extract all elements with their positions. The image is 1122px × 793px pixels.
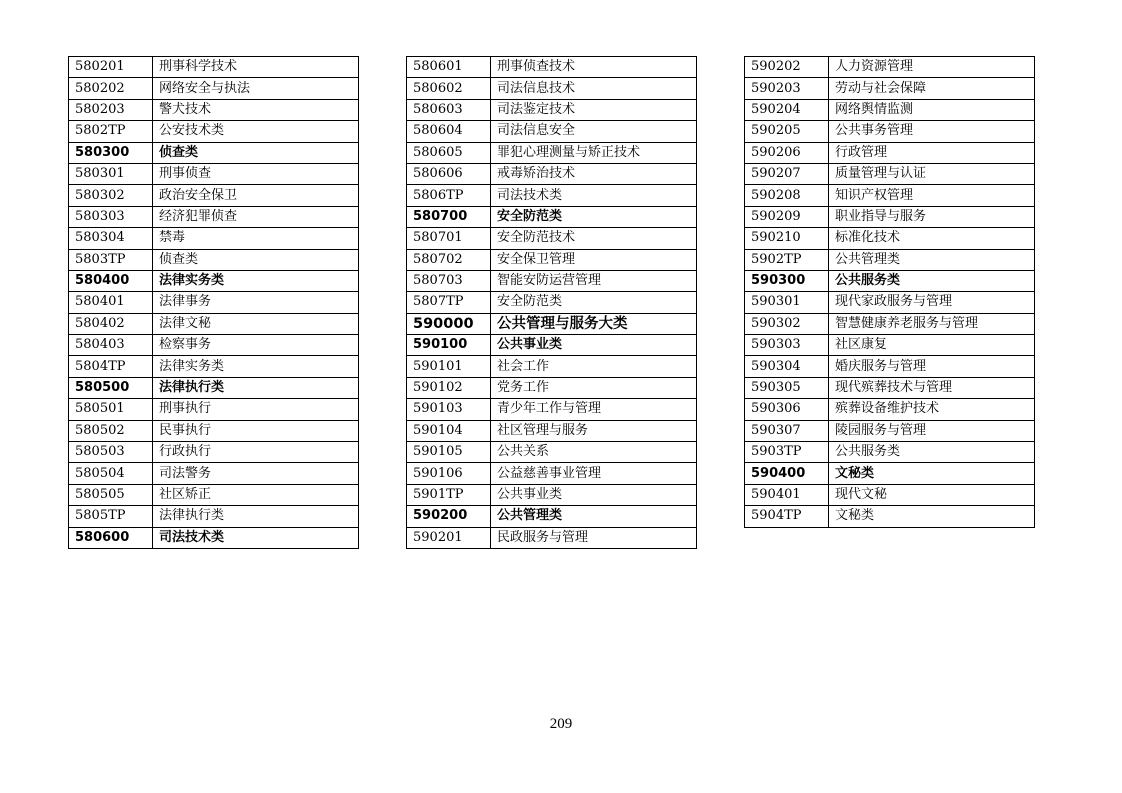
major-name: 司法鉴定技术 [491, 99, 697, 120]
major-code: 580602 [407, 78, 491, 99]
page-number: 209 [549, 716, 573, 732]
subcategory-header-row [69, 377, 359, 398]
major-code: 590305 [745, 377, 829, 398]
table-row [745, 78, 1035, 99]
major-name: 行政执行 [153, 442, 359, 463]
major-code: 580203 [69, 99, 153, 120]
subcategory-header-row [69, 270, 359, 291]
table-row [407, 292, 697, 313]
major-code: 590306 [745, 399, 829, 420]
table-row [745, 206, 1035, 227]
major-name: 司法警务 [153, 463, 359, 484]
table-row [69, 249, 359, 270]
major-name: 行政管理 [829, 142, 1035, 163]
major-name: 法律事务 [153, 292, 359, 313]
major-code: 590207 [745, 163, 829, 184]
major-name: 现代家政服务与管理 [829, 292, 1035, 313]
table-row [745, 506, 1035, 527]
major-code: 580401 [69, 292, 153, 313]
major-code: 580304 [69, 228, 153, 249]
major-name: 侦查类 [153, 142, 359, 163]
major-name: 公共管理与服务大类 [491, 313, 697, 334]
major-name: 公共服务类 [829, 442, 1035, 463]
major-name: 司法技术类 [153, 527, 359, 548]
major-code: 580501 [69, 399, 153, 420]
table-row [745, 57, 1035, 78]
major-code: 580300 [69, 142, 153, 163]
table-row [69, 121, 359, 142]
major-name: 社区矫正 [153, 484, 359, 505]
table-row [69, 335, 359, 356]
subcategory-header-row [69, 142, 359, 163]
major-name: 司法信息安全 [491, 121, 697, 142]
table-row [407, 249, 697, 270]
major-code: 590301 [745, 292, 829, 313]
table-row [69, 206, 359, 227]
table-row [69, 399, 359, 420]
major-name: 网络舆情监测 [829, 99, 1035, 120]
major-name: 现代殡葬技术与管理 [829, 377, 1035, 398]
major-name: 知识产权管理 [829, 185, 1035, 206]
major-name: 安全防范类 [491, 206, 697, 227]
table-row [745, 292, 1035, 313]
subcategory-header-row [407, 206, 697, 227]
table-row [69, 356, 359, 377]
table-row [407, 420, 697, 441]
table-row [407, 163, 697, 184]
table-row [745, 228, 1035, 249]
table-row [745, 163, 1035, 184]
major-code: 590202 [745, 57, 829, 78]
major-name: 智能安防运营管理 [491, 270, 697, 291]
table-row [745, 442, 1035, 463]
table-row [69, 420, 359, 441]
major-code: 590210 [745, 228, 829, 249]
major-name: 公共管理类 [829, 249, 1035, 270]
major-code: 5806TP [407, 185, 491, 206]
table-row [745, 121, 1035, 142]
major-code: 580403 [69, 335, 153, 356]
major-name: 社区康复 [829, 335, 1035, 356]
major-table-2 [406, 56, 697, 549]
major-code: 580605 [407, 142, 491, 163]
major-code: 590303 [745, 335, 829, 356]
major-code: 580504 [69, 463, 153, 484]
major-name: 经济犯罪侦查 [153, 206, 359, 227]
major-code: 590205 [745, 121, 829, 142]
table-row [69, 484, 359, 505]
major-code: 590302 [745, 313, 829, 334]
major-code: 580601 [407, 57, 491, 78]
table-row [407, 442, 697, 463]
major-name: 公益慈善事业管理 [491, 463, 697, 484]
major-table-1 [68, 56, 359, 549]
major-code: 590103 [407, 399, 491, 420]
major-code: 5904TP [745, 506, 829, 527]
major-code: 580201 [69, 57, 153, 78]
table-row [745, 185, 1035, 206]
major-name: 法律实务类 [153, 270, 359, 291]
table-row [407, 527, 697, 548]
subcategory-header-row [745, 270, 1035, 291]
major-code: 580400 [69, 270, 153, 291]
major-code: 590000 [407, 313, 491, 334]
major-name: 人力资源管理 [829, 57, 1035, 78]
major-code: 5802TP [69, 121, 153, 142]
major-code: 5901TP [407, 484, 491, 505]
major-name: 党务工作 [491, 377, 697, 398]
major-code: 580604 [407, 121, 491, 142]
major-name: 刑事执行 [153, 399, 359, 420]
major-code: 5804TP [69, 356, 153, 377]
major-code: 590105 [407, 442, 491, 463]
major-code: 590201 [407, 527, 491, 548]
table-row [407, 484, 697, 505]
major-code: 580503 [69, 442, 153, 463]
major-name: 政治安全保卫 [153, 185, 359, 206]
major-name: 警犬技术 [153, 99, 359, 120]
major-name: 文秘类 [829, 463, 1035, 484]
major-name: 婚庆服务与管理 [829, 356, 1035, 377]
major-code: 590307 [745, 420, 829, 441]
major-code: 590203 [745, 78, 829, 99]
table-row [745, 313, 1035, 334]
major-name: 安全保卫管理 [491, 249, 697, 270]
major-name: 民事执行 [153, 420, 359, 441]
major-name: 禁毒 [153, 228, 359, 249]
major-code: 590304 [745, 356, 829, 377]
major-code: 590401 [745, 484, 829, 505]
major-name: 司法技术类 [491, 185, 697, 206]
major-code: 590102 [407, 377, 491, 398]
major-code: 580303 [69, 206, 153, 227]
subcategory-header-row [407, 506, 697, 527]
major-code: 590204 [745, 99, 829, 120]
major-code: 580301 [69, 163, 153, 184]
major-code: 580606 [407, 163, 491, 184]
major-name: 检察事务 [153, 335, 359, 356]
major-code: 590209 [745, 206, 829, 227]
major-code: 590104 [407, 420, 491, 441]
major-code: 580402 [69, 313, 153, 334]
table-row [407, 57, 697, 78]
subcategory-header-row [407, 335, 697, 356]
major-name: 职业指导与服务 [829, 206, 1035, 227]
table-row [407, 270, 697, 291]
table-row [745, 356, 1035, 377]
table-row [745, 249, 1035, 270]
major-name: 公共管理类 [491, 506, 697, 527]
major-code: 580302 [69, 185, 153, 206]
major-name: 劳动与社会保障 [829, 78, 1035, 99]
major-code: 580603 [407, 99, 491, 120]
major-code: 590106 [407, 463, 491, 484]
major-name: 公共事业类 [491, 484, 697, 505]
major-code: 5903TP [745, 442, 829, 463]
major-name: 公共关系 [491, 442, 697, 463]
table-row [407, 356, 697, 377]
table-row [407, 185, 697, 206]
major-name: 法律实务类 [153, 356, 359, 377]
major-name: 戒毒矫治技术 [491, 163, 697, 184]
major-code: 590208 [745, 185, 829, 206]
major-name: 法律文秘 [153, 313, 359, 334]
table-row [69, 292, 359, 313]
subcategory-header-row [745, 463, 1035, 484]
table-row [407, 142, 697, 163]
major-name: 公共服务类 [829, 270, 1035, 291]
major-name: 陵园服务与管理 [829, 420, 1035, 441]
major-code: 580502 [69, 420, 153, 441]
major-name: 法律执行类 [153, 506, 359, 527]
major-name: 社会工作 [491, 356, 697, 377]
table-row [407, 399, 697, 420]
major-name: 标准化技术 [829, 228, 1035, 249]
major-code: 590101 [407, 356, 491, 377]
major-code: 580600 [69, 527, 153, 548]
major-name: 侦查类 [153, 249, 359, 270]
major-code: 580500 [69, 377, 153, 398]
table-row [69, 99, 359, 120]
major-name: 司法信息技术 [491, 78, 697, 99]
category-header-row [407, 313, 697, 334]
major-code: 5807TP [407, 292, 491, 313]
major-code: 5803TP [69, 249, 153, 270]
major-name: 质量管理与认证 [829, 163, 1035, 184]
major-name: 公共事业类 [491, 335, 697, 356]
major-name: 青少年工作与管理 [491, 399, 697, 420]
major-code: 590300 [745, 270, 829, 291]
table-row [69, 228, 359, 249]
table-row [745, 99, 1035, 120]
major-name: 现代文秘 [829, 484, 1035, 505]
table-row [745, 142, 1035, 163]
major-code: 580505 [69, 484, 153, 505]
table-row [407, 463, 697, 484]
major-name: 刑事侦查技术 [491, 57, 697, 78]
major-code: 580702 [407, 249, 491, 270]
major-code: 5805TP [69, 506, 153, 527]
major-name: 智慧健康养老服务与管理 [829, 313, 1035, 334]
major-code: 580202 [69, 78, 153, 99]
table-row [745, 420, 1035, 441]
table-row [69, 463, 359, 484]
major-code: 590100 [407, 335, 491, 356]
major-name: 法律执行类 [153, 377, 359, 398]
major-name: 罪犯心理测量与矫正技术 [491, 142, 697, 163]
major-name: 社区管理与服务 [491, 420, 697, 441]
subcategory-header-row [69, 527, 359, 548]
major-code: 590200 [407, 506, 491, 527]
table-row [69, 442, 359, 463]
table-row [745, 399, 1035, 420]
table-row [407, 228, 697, 249]
major-code: 5902TP [745, 249, 829, 270]
major-code: 580700 [407, 206, 491, 227]
table-row [69, 57, 359, 78]
table-row [745, 377, 1035, 398]
major-name: 殡葬设备维护技术 [829, 399, 1035, 420]
table-row [407, 377, 697, 398]
table-row [407, 121, 697, 142]
major-code: 580701 [407, 228, 491, 249]
table-row [69, 313, 359, 334]
table-row [745, 335, 1035, 356]
major-name: 文秘类 [829, 506, 1035, 527]
major-name: 安全防范技术 [491, 228, 697, 249]
table-row [69, 78, 359, 99]
table-row [69, 185, 359, 206]
major-code: 580703 [407, 270, 491, 291]
major-code: 590206 [745, 142, 829, 163]
major-name: 网络安全与执法 [153, 78, 359, 99]
major-name: 安全防范类 [491, 292, 697, 313]
major-name: 公安技术类 [153, 121, 359, 142]
major-name: 公共事务管理 [829, 121, 1035, 142]
table-row [407, 99, 697, 120]
table-row [69, 163, 359, 184]
table-row [407, 78, 697, 99]
table-row [745, 484, 1035, 505]
major-name: 民政服务与管理 [491, 527, 697, 548]
major-code: 590400 [745, 463, 829, 484]
major-name: 刑事科学技术 [153, 57, 359, 78]
major-name: 刑事侦查 [153, 163, 359, 184]
table-row [69, 506, 359, 527]
major-table-3 [744, 56, 1035, 528]
